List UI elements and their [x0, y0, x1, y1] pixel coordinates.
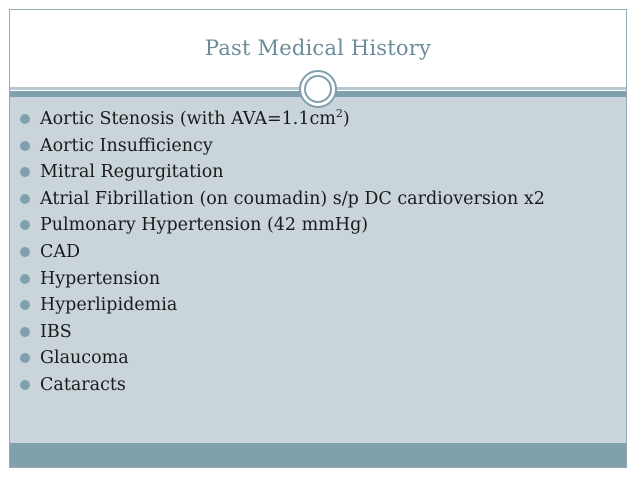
bullet-item — [10, 374, 600, 396]
bullet-text: IBS — [40, 321, 72, 342]
bullet-text: Glaucoma — [40, 348, 129, 369]
bullet-text: Cataracts — [40, 374, 126, 395]
bullet-icon — [20, 247, 30, 257]
bullet-icon — [20, 167, 30, 177]
bullet-item — [10, 214, 600, 236]
bullet-icon — [20, 274, 30, 284]
bullet-item — [10, 135, 600, 157]
bullet-item — [10, 294, 600, 316]
bullet-item — [10, 241, 600, 263]
ring-inner-icon — [304, 75, 332, 103]
footer-band — [10, 443, 626, 467]
bullet-text: Hypertension — [40, 268, 161, 289]
ring-divider-icon — [299, 70, 337, 108]
bullet-icon — [20, 327, 30, 337]
superscript: 2 — [335, 107, 343, 121]
bullet-icon — [20, 300, 30, 310]
bullet-item — [10, 268, 600, 290]
bullet-text: Mitral Regurgitation — [40, 162, 224, 183]
bullet-text: Aortic Insufficiency — [40, 135, 213, 156]
bullet-text: Pulmonary Hypertension (42 mmHg) — [40, 215, 369, 236]
bullet-text: Hyperlipidemia — [40, 295, 178, 316]
bullet-text: Atrial Fibrillation (on coumadin) s/p DC cardioversion x2 — [40, 188, 545, 209]
bullet-item — [10, 321, 600, 343]
bullet-icon — [20, 114, 30, 124]
bullet-text-tail: ) — [342, 109, 350, 129]
bullet-icon — [20, 194, 30, 204]
bullet-icon — [20, 141, 30, 151]
bullet-item — [10, 347, 600, 369]
bullet-item — [10, 188, 600, 210]
bullet-item — [10, 161, 600, 183]
bullet-item — [10, 108, 600, 130]
bullet-icon — [20, 220, 30, 230]
bullet-text: Aortic Stenosis (with AVA=1.1cm — [40, 109, 336, 129]
bullet-list — [10, 108, 600, 401]
bullet-icon — [20, 380, 30, 390]
bullet-text: CAD — [40, 241, 81, 262]
slide-title: Past Medical History — [204, 36, 432, 60]
bullet-icon — [20, 353, 30, 363]
